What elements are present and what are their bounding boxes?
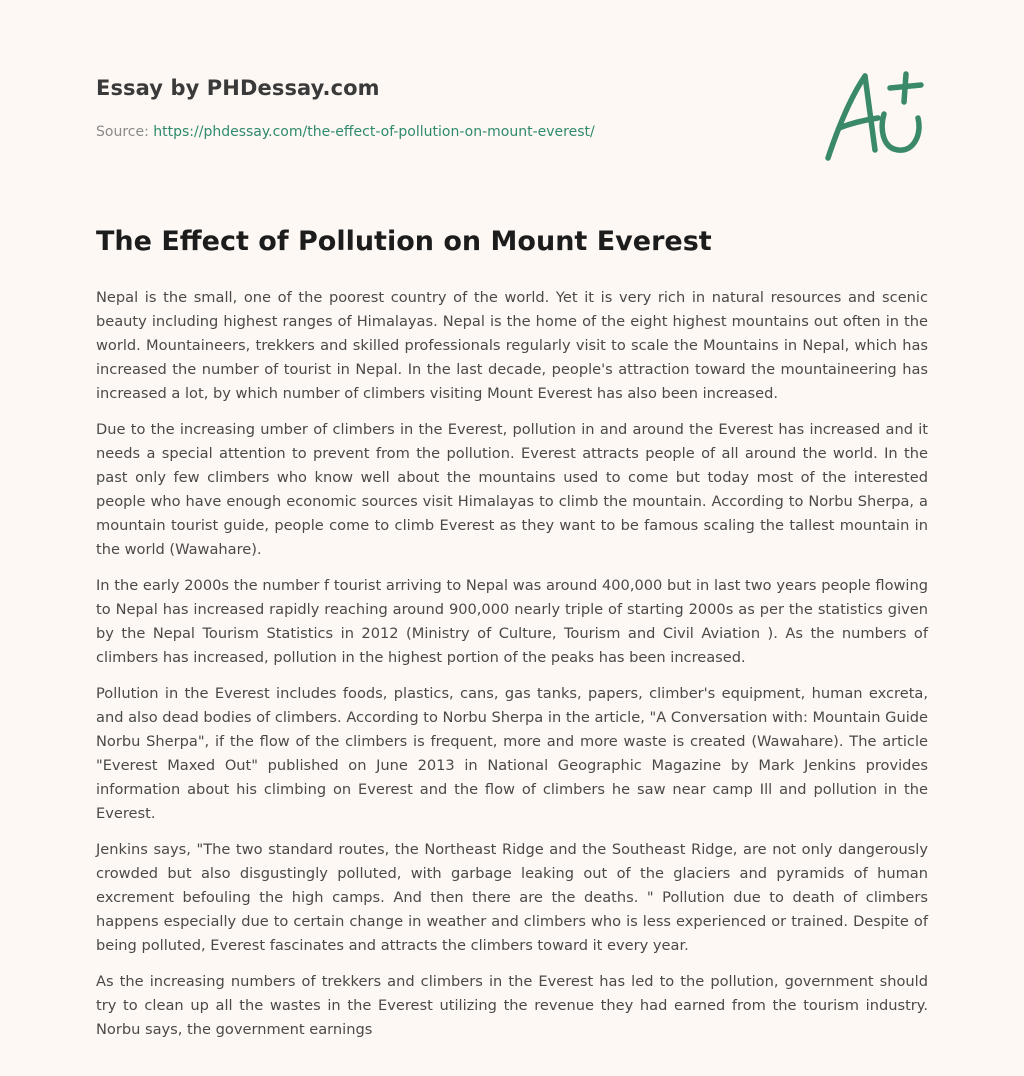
essay-title: The Effect of Pollution on Mount Everest xyxy=(96,226,712,257)
site-brand: Essay by PHDessay.com xyxy=(96,76,380,100)
source-line xyxy=(96,124,595,140)
essay-paragraph: Nepal is the small, one of the poorest country of the world. Yet it is very rich in natural resources and scenic beauty including highest ranges of Himalayas. Nepal is the home of the eight highest mountains out often in the world. Mountaineers, trekkers and skilled professionals regularly visit to scale the Mountains in Nepal, which has increased the number of tourist in Nepal. In the last decade, people's attraction toward the mountaineering has increased a lot, by which number of climbers visiting Mount Everest has also been increased. xyxy=(96,289,928,402)
essay-paragraph: In the early 2000s the number f tourist arriving to Nepal was around 400,000 but in last two years people flowing to Nepal has increased rapidly reaching around 900,000 nearly triple of starting 2000s as per the statistics given by the Nepal Tourism Statistics in 2012 (Ministry of Culture, Tourism and Civil Aviation ). As the numbers of climbers has increased, pollution in the highest portion of the peaks has been increased. xyxy=(96,577,928,666)
source-link[interactable]: https://phdessay.com/the-effect-of-pollution-on-mount-everest/ xyxy=(153,124,595,140)
essay-paragraph: Jenkins says, "The two standard routes, the Northeast Ridge and the Southeast Ridge, are not only dangerously crowded but also disgustingly polluted, with garbage leaking out of the glaciers and pyramids of human excrement befouling the high camps. And then there are the deaths. " Pollution due to death of climbers happens especially due to certain change in weather and climbers who is less experienced or trained. Despite of being polluted, Everest fascinates and attracts the climbers toward it every year. xyxy=(96,841,928,954)
essay-body xyxy=(96,286,928,1054)
essay-paragraph: Pollution in the Everest includes foods, plastics, cans, gas tanks, papers, climber's equipment, human excreta, and also dead bodies of climbers. According to Norbu Sherpa in the article, "A Conversation with: Mountain Guide Norbu Sherpa", if the flow of the climbers is frequent, more and more waste is created (Wawahare). The article "Everest Maxed Out" published on June 2013 in National Geographic Magazine by Mark Jenkins provides information about his climbing on Everest and the flow of climbers he saw near camp Ill and pollution in the Everest. xyxy=(96,685,928,822)
a-plus-logo-icon xyxy=(818,66,930,166)
essay-paragraph: As the increasing numbers of trekkers and climbers in the Everest has led to the pollution, government should try to clean up all the wastes in the Everest utilizing the revenue they had earned from the tourism industry. Norbu says, the government earnings xyxy=(96,973,928,1038)
source-label: Source: xyxy=(96,124,154,140)
essay-paragraph: Due to the increasing umber of climbers in the Everest, pollution in and around the Everest has increased and it needs a special attention to prevent from the pollution. Everest attracts people of all around the world. In the past only few climbers who know well about the mountains used to come but today most of the interested people who have enough economic sources visit Himalayas to climb the mountain. According to Norbu Sherpa, a mountain tourist guide, people come to climb Everest as they want to be famous scaling the tallest mountain in the world (Wawahare). xyxy=(96,421,928,558)
